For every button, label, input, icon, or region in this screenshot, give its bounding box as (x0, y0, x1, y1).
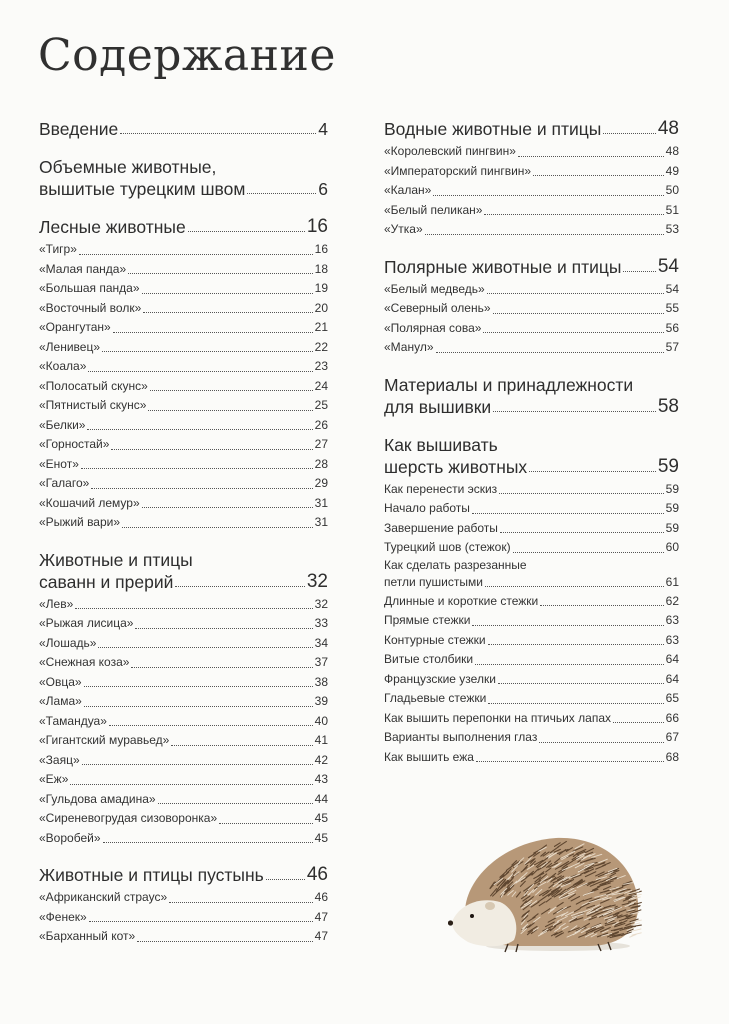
toc-section (39, 216, 328, 533)
dot-leader (219, 823, 313, 824)
dot-leader (540, 605, 663, 606)
toc-entry-title: «Овца» (39, 674, 82, 689)
dot-leader (128, 273, 313, 274)
toc-entry-title: «Снежная коза» (39, 655, 130, 669)
section-heading[interactable] (39, 156, 328, 200)
toc-entry[interactable] (39, 377, 328, 397)
dot-leader (142, 507, 313, 508)
toc-entry[interactable] (39, 751, 328, 771)
dot-leader (135, 628, 312, 629)
dot-leader (487, 293, 664, 294)
page-number: 48 (665, 144, 679, 158)
toc-entry-title: «Енот» (39, 456, 79, 471)
toc-entry-title: Начало работы (384, 501, 470, 515)
dot-leader (158, 803, 313, 804)
dot-leader (122, 527, 313, 528)
toc-entry[interactable] (39, 338, 328, 358)
dot-leader (84, 706, 313, 707)
toc-entry-title: Как перенести эскиз (384, 481, 498, 496)
dot-leader (81, 468, 313, 469)
dot-leader (70, 784, 312, 785)
toc-entry-title: «Тамандуа» (39, 713, 107, 728)
page-number: 44 (314, 791, 328, 806)
page-number: 24 (314, 378, 328, 393)
dot-leader (493, 411, 656, 412)
toc-entry-title: «Белый пеликан» (384, 202, 483, 217)
section-heading-line: Материалы и принадлежности (384, 374, 634, 395)
toc-entry-title: «Еж» (39, 772, 69, 786)
section-heading-text: Полярные животные и птицы (384, 256, 622, 277)
hedgehog-illustration (448, 826, 648, 954)
toc-entry[interactable] (39, 513, 328, 533)
dot-leader (150, 390, 313, 391)
toc-entry[interactable] (39, 260, 328, 280)
page-number: 59 (665, 501, 679, 515)
toc-entry-title: «Орангутан» (39, 320, 111, 334)
page-number: 51 (665, 202, 679, 217)
toc-entry-title: «Тигр» (39, 242, 77, 256)
page-number: 54 (657, 255, 679, 277)
toc-entry-title: Как вышить перепонки на птичьих лапах (384, 710, 611, 725)
dot-leader (188, 231, 305, 232)
dot-leader (518, 156, 664, 157)
page-number: 20 (314, 300, 328, 315)
toc-section (384, 374, 679, 418)
toc-entry[interactable] (39, 396, 328, 416)
page-number: 32 (314, 596, 328, 611)
toc-entry[interactable] (39, 927, 328, 947)
toc-entry[interactable] (384, 519, 679, 539)
toc-entry[interactable] (384, 538, 679, 558)
page-number: 45 (314, 811, 328, 825)
dot-leader (499, 493, 663, 494)
toc-entry[interactable] (384, 181, 679, 201)
page-number: 54 (665, 281, 679, 296)
dot-leader (475, 664, 664, 665)
toc-entry[interactable] (39, 474, 328, 494)
toc-entry-title: «Заяц» (39, 752, 80, 767)
section-heading[interactable] (39, 118, 328, 140)
page-number: 23 (314, 359, 328, 373)
page-number: 18 (314, 261, 328, 276)
page-number: 66 (665, 710, 679, 725)
dot-leader (472, 513, 664, 514)
dot-leader (88, 371, 312, 372)
page-number: 4 (318, 119, 328, 139)
toc-entry[interactable] (39, 692, 328, 712)
toc-entry[interactable] (39, 634, 328, 654)
toc-entry[interactable] (39, 614, 328, 634)
page-number: 63 (665, 613, 679, 627)
page-number: 68 (665, 749, 679, 764)
toc-entry[interactable] (39, 494, 328, 514)
toc-entry-title: Длинные и короткие стежки (384, 593, 539, 608)
page-number: 33 (314, 616, 328, 630)
page-number: 49 (665, 163, 679, 178)
section-heading-text: Лесные животные (39, 217, 186, 237)
dot-leader (603, 133, 656, 134)
toc-entry-title: «Барханный кот» (39, 929, 136, 943)
page-number: 57 (665, 340, 679, 354)
dot-leader (103, 842, 313, 843)
toc-entry[interactable] (384, 631, 679, 651)
page-number: 55 (665, 301, 679, 315)
dot-leader (142, 293, 313, 294)
toc-entry-title: «Пятнистый скунс» (39, 398, 147, 412)
dot-leader (247, 193, 316, 194)
section-heading[interactable] (39, 549, 328, 593)
toc-entry[interactable] (384, 728, 679, 748)
dot-leader (476, 761, 664, 762)
dot-leader (169, 902, 313, 903)
page-number: 16 (314, 242, 328, 256)
section-heading-line: саванн и прерий (39, 571, 174, 592)
dot-leader (137, 941, 312, 942)
toc-entry[interactable] (384, 162, 679, 182)
toc-entry-title: «Ленивец» (39, 339, 101, 354)
section-heading-line: Как вышивать (384, 434, 498, 455)
dot-leader (484, 214, 663, 215)
toc-section (384, 118, 679, 240)
hedgehog-nose (448, 920, 453, 925)
toc-section (384, 256, 679, 358)
toc-entry[interactable] (384, 689, 679, 709)
dot-leader (488, 703, 663, 704)
dot-leader (539, 742, 663, 743)
section-heading[interactable] (384, 118, 679, 140)
page-number: 25 (314, 398, 328, 412)
toc-entry[interactable] (39, 673, 328, 693)
dot-leader (120, 133, 316, 134)
section-heading[interactable] (39, 216, 328, 238)
dot-leader (483, 332, 663, 333)
dot-leader (84, 686, 313, 687)
dot-leader (87, 429, 312, 430)
page-number: 31 (314, 515, 328, 529)
toc-entry[interactable] (39, 455, 328, 475)
toc-entry-title: «Африканский страус» (39, 890, 168, 904)
page-number: 29 (314, 476, 328, 490)
toc-entry-title: «Манул» (384, 340, 434, 354)
page-number: 31 (314, 495, 328, 510)
page-number: 46 (306, 864, 328, 885)
section-heading-line: Животные и птицы (39, 549, 193, 570)
toc-entry-title: «Фенек» (39, 909, 87, 924)
section-heading-line: шерсть животных (384, 456, 528, 477)
toc-entry-title: «Лама» (39, 694, 82, 708)
page-number: 64 (665, 652, 679, 666)
toc-entry[interactable] (39, 299, 328, 319)
dot-leader (82, 764, 313, 765)
page-number: 50 (665, 183, 679, 197)
toc-section (384, 434, 679, 768)
toc-entry-title: «Лошадь» (39, 635, 97, 650)
toc-entry[interactable] (39, 712, 328, 732)
toc-section (39, 549, 328, 849)
toc-entry[interactable] (39, 357, 328, 377)
page-number: 27 (314, 437, 328, 451)
page-number: 43 (314, 772, 328, 786)
dot-leader (488, 644, 664, 645)
toc-entry-title: «Рыжий вари» (39, 515, 121, 529)
dot-leader (111, 449, 312, 450)
toc-entry-title: «Воробей» (39, 830, 101, 845)
dot-leader (98, 647, 312, 648)
section-heading-text: Животные и птицы пустынь (39, 865, 264, 885)
toc-entry-title: «Белки» (39, 417, 86, 432)
page-number: 59 (665, 481, 679, 496)
page-number: 38 (314, 674, 328, 689)
section-heading-line: вышитые турецким швом (39, 179, 246, 199)
dot-leader (436, 352, 664, 353)
page-number: 34 (314, 635, 328, 650)
dot-leader (113, 332, 313, 333)
section-heading-text: Введение (39, 119, 119, 139)
toc-entry-title: петли пушистыми (384, 574, 483, 589)
toc-section (39, 118, 328, 140)
dot-leader (513, 552, 664, 553)
toc-entry-title: «Гигантский муравьед» (39, 733, 170, 747)
page-number: 46 (314, 890, 328, 904)
page-number: 61 (665, 574, 679, 589)
toc-entry-title: Витые столбики (384, 652, 474, 666)
toc-entry-title: «Белый медведь» (384, 281, 485, 296)
page-number: 37 (314, 655, 328, 669)
toc-entry-title: «Сиреневогрудая сизоворонка» (39, 811, 218, 825)
dot-leader (529, 471, 656, 472)
dot-leader (433, 195, 663, 196)
page-number: 53 (665, 222, 679, 236)
toc-entry[interactable] (384, 670, 679, 690)
page-number: 28 (314, 456, 328, 471)
toc-entry[interactable] (39, 435, 328, 455)
toc-entry-title: «Галаго» (39, 476, 90, 490)
toc-entry-title: Варианты выполнения глаз (384, 730, 538, 744)
toc-entry-title: Контурные стежки (384, 632, 486, 647)
toc-entry[interactable] (39, 829, 328, 849)
toc-entry[interactable] (39, 809, 328, 829)
dot-leader (109, 725, 313, 726)
toc-entry-title: «Лев» (39, 596, 74, 611)
toc-entry[interactable] (384, 748, 679, 768)
toc-entry[interactable] (384, 142, 679, 162)
page-number: 59 (657, 455, 679, 477)
dot-leader (91, 488, 312, 489)
toc-entry[interactable] (39, 240, 328, 260)
toc-entry-title: «Калан» (384, 183, 432, 197)
toc-left-column (39, 118, 328, 963)
section-heading[interactable] (39, 864, 328, 886)
toc-entry[interactable] (384, 319, 679, 339)
page-number: 65 (665, 691, 679, 705)
toc-entry[interactable] (39, 770, 328, 790)
toc-entry-title: «Северный олень» (384, 301, 491, 315)
toc-entry[interactable] (39, 908, 328, 928)
page-number: 47 (314, 909, 328, 924)
toc-entry-title: «Рыжая лисица» (39, 616, 134, 630)
toc-entry-title: «Восточный волк» (39, 300, 142, 315)
toc-entry[interactable] (384, 299, 679, 319)
toc-entry[interactable] (39, 595, 328, 615)
toc-entry[interactable] (39, 416, 328, 436)
dot-leader (89, 921, 313, 922)
page-title: Содержание (38, 30, 336, 81)
toc-entry-title: Завершение работы (384, 520, 498, 535)
dot-leader (143, 312, 312, 313)
toc-entry-title: «Утка» (384, 222, 423, 236)
toc-entry-title: «Императорский пингвин» (384, 163, 532, 178)
page-number: 26 (314, 417, 328, 432)
dot-leader (425, 234, 664, 235)
toc-entry[interactable] (39, 653, 328, 673)
section-heading[interactable] (384, 374, 679, 418)
dot-leader (498, 683, 664, 684)
toc-section (39, 156, 328, 200)
toc-entry-title: «Большая панда» (39, 281, 140, 295)
hedgehog-eye (470, 914, 474, 918)
toc-entry[interactable] (384, 558, 679, 592)
section-heading[interactable] (384, 256, 679, 278)
toc-entry-title: Гладьевые стежки (384, 691, 487, 705)
dot-leader (472, 625, 663, 626)
section-heading-line: Объемные животные, (39, 157, 217, 177)
toc-entry[interactable] (384, 280, 679, 300)
dot-leader (75, 608, 312, 609)
section-heading-line: для вышивки (384, 396, 492, 417)
page-number: 59 (665, 520, 679, 535)
page-number: 32 (306, 570, 328, 592)
toc-entry-title: «Полярная сова» (384, 320, 482, 335)
page-number: 62 (665, 593, 679, 608)
toc-entry-title: Прямые стежки (384, 613, 471, 627)
dot-leader (148, 410, 312, 411)
toc-entry-title: «Гульдова амадина» (39, 791, 156, 806)
toc-right-column (384, 118, 679, 783)
toc-entry-title: Турецкий шов (стежок) (384, 540, 511, 554)
page-number: 21 (314, 320, 328, 334)
page-number: 67 (665, 730, 679, 744)
dot-leader (171, 745, 312, 746)
toc-entry-title: Как сделать разрезанные (384, 557, 527, 572)
page-number: 63 (665, 632, 679, 647)
page-number: 48 (657, 118, 679, 139)
dot-leader (266, 879, 305, 880)
toc-entry[interactable] (384, 499, 679, 519)
page-number: 6 (318, 179, 328, 199)
hedgehog-face (452, 900, 516, 946)
toc-entry-title: «Полосатый скунс» (39, 378, 148, 393)
page-number: 40 (314, 713, 328, 728)
toc-entry[interactable] (384, 480, 679, 500)
dot-leader (500, 532, 664, 533)
page-number: 22 (314, 339, 328, 354)
dot-leader (131, 667, 312, 668)
page-number: 39 (314, 694, 328, 708)
toc-entry-title: Французские узелки (384, 671, 496, 686)
page-number: 60 (665, 540, 679, 554)
toc-entry[interactable] (384, 220, 679, 240)
toc-entry[interactable] (39, 279, 328, 299)
toc-entry-title: «Коала» (39, 359, 87, 373)
page-number: 16 (306, 216, 328, 237)
dot-leader (79, 254, 313, 255)
page-number: 58 (657, 395, 679, 417)
page-number: 45 (314, 830, 328, 845)
toc-entry[interactable] (384, 592, 679, 612)
page-number: 19 (314, 281, 328, 295)
page-number: 41 (314, 733, 328, 747)
dot-leader (533, 175, 664, 176)
toc-entry[interactable] (384, 650, 679, 670)
toc-entry[interactable] (39, 318, 328, 338)
page-number: 42 (314, 752, 328, 767)
dot-leader (175, 586, 304, 587)
page-number: 64 (665, 671, 679, 686)
toc-entry[interactable] (39, 888, 328, 908)
dot-leader (485, 586, 664, 587)
toc-entry-title: «Горностай» (39, 437, 110, 451)
dot-leader (623, 271, 655, 272)
dot-leader (613, 722, 664, 723)
toc-entry-title: «Королевский пингвин» (384, 144, 516, 158)
toc-entry[interactable] (384, 611, 679, 631)
toc-entry[interactable] (384, 338, 679, 358)
toc-entry-title: «Кошачий лемур» (39, 495, 140, 510)
toc-entry[interactable] (39, 790, 328, 810)
toc-section (39, 864, 328, 947)
toc-entry[interactable] (384, 201, 679, 221)
dot-leader (102, 351, 313, 352)
toc-entry[interactable] (39, 731, 328, 751)
toc-entry[interactable] (384, 709, 679, 729)
dot-leader (493, 313, 664, 314)
section-heading-text: Водные животные и птицы (384, 119, 602, 139)
toc-entry-title: Как вышить ежа (384, 749, 474, 764)
toc-entry-title: «Малая панда» (39, 261, 127, 276)
section-heading[interactable] (384, 434, 679, 478)
page-number: 47 (314, 929, 328, 943)
page-number: 56 (665, 320, 679, 335)
